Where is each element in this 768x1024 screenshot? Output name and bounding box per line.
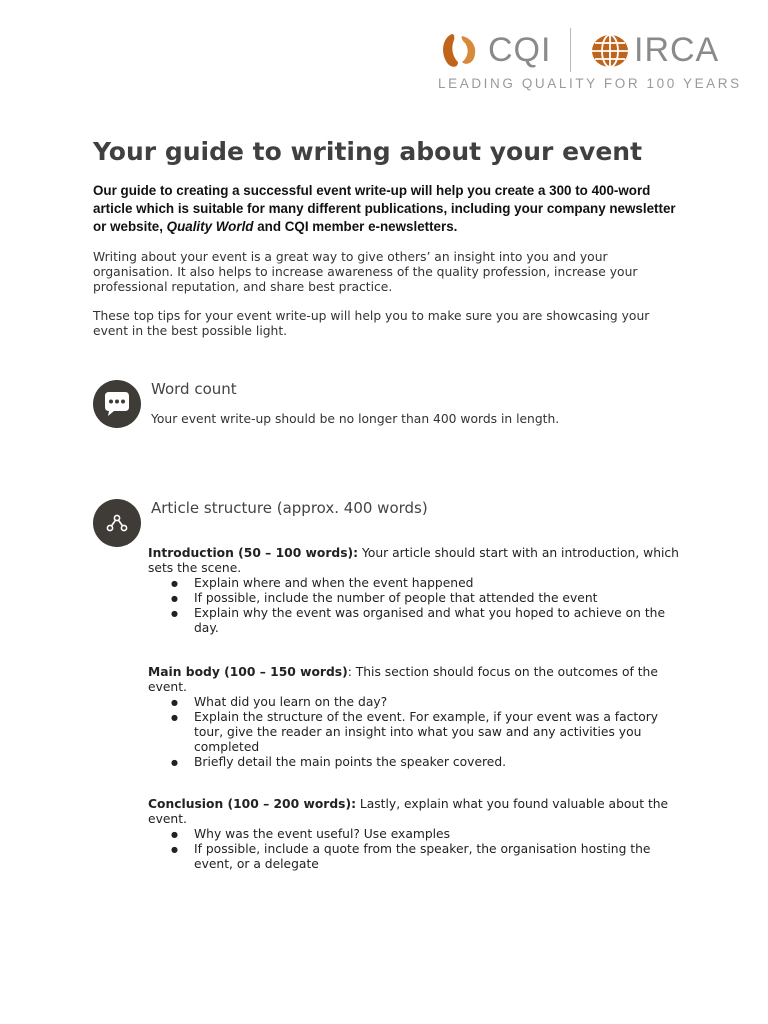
section-text: : This section should focus on the outcomes of the event. <box>148 665 658 694</box>
list-item: ● Explain why the event was organised and what you hoped to achieve on the day. <box>194 606 688 636</box>
structure-section-conclusion <box>148 797 688 872</box>
section-heading: Conclusion (100 – 200 words): <box>148 797 356 811</box>
structure-section-main-body <box>148 665 688 770</box>
list-item: ● Why was the event useful? Use examples <box>194 827 688 842</box>
intro-publication-name: Quality World <box>166 219 254 234</box>
cqi-irca-logo <box>436 28 742 94</box>
list-item: ● Explain where and when the event happened <box>194 576 688 591</box>
section-lead <box>148 797 688 827</box>
body-paragraph: Writing about your event is a great way to give others’ an insight into you and your organisation. It also helps to increase awareness of the quality profession, increase your professional reputation, and share best practice. <box>93 250 638 294</box>
list-item: ● If possible, include a quote from the speaker, the organisation hosting the event, or a delegate <box>194 842 688 872</box>
intro-text-2: and CQI member e-newsletters. <box>253 219 458 234</box>
section-title-word-count: Word count <box>151 380 237 398</box>
list-item: ● If possible, include the number of people that attended the event <box>194 591 688 606</box>
bullet-list <box>148 576 688 636</box>
logo-tagline: LEADING QUALITY FOR 100 YEARS <box>438 76 742 91</box>
irca-globe-icon <box>590 34 630 68</box>
intro-paragraph <box>93 182 683 236</box>
bullet-list <box>148 695 688 770</box>
cqi-emblem-icon <box>436 32 484 70</box>
list-item: ● Briefly detail the main points the speaker covered. <box>194 755 688 770</box>
word-count-text: Your event write-up should be no longer than 400 words in length. <box>151 412 560 426</box>
section-lead <box>148 665 688 695</box>
section-title-article-structure: Article structure (approx. 400 words) <box>151 499 428 517</box>
cqi-wordmark: CQI <box>488 31 552 69</box>
structure-nodes-icon <box>93 499 141 547</box>
intro-text-1: Our guide to creating a successful event write-up will help you create a 300 to 400-word article which is suitable for many different publications, including your company newsletter or website, <box>93 183 676 234</box>
logo-divider <box>570 28 571 72</box>
section-heading: Introduction (50 – 100 words): <box>148 546 359 560</box>
structure-section-introduction <box>148 546 688 636</box>
page-title: Your guide to writing about your event <box>93 137 643 166</box>
list-item: ● What did you learn on the day? <box>194 695 688 710</box>
list-item: ● Explain the structure of the event. For example, if your event was a factory tour, give the reader an insight into what you saw and any activities you completed <box>194 710 688 755</box>
irca-wordmark: IRCA <box>634 31 720 69</box>
speech-bubble-icon <box>93 380 141 428</box>
section-text: Lastly, explain what you found valuable about the event. <box>148 797 669 826</box>
section-text: Your article should start with an introduction, which sets the scene. <box>148 546 679 575</box>
bullet-list <box>148 827 688 872</box>
section-lead <box>148 546 688 576</box>
section-heading: Main body (100 – 150 words) <box>148 665 348 679</box>
body-paragraph: These top tips for your event write-up will help you to make sure you are showcasing your event in the best possible light. <box>93 309 650 338</box>
